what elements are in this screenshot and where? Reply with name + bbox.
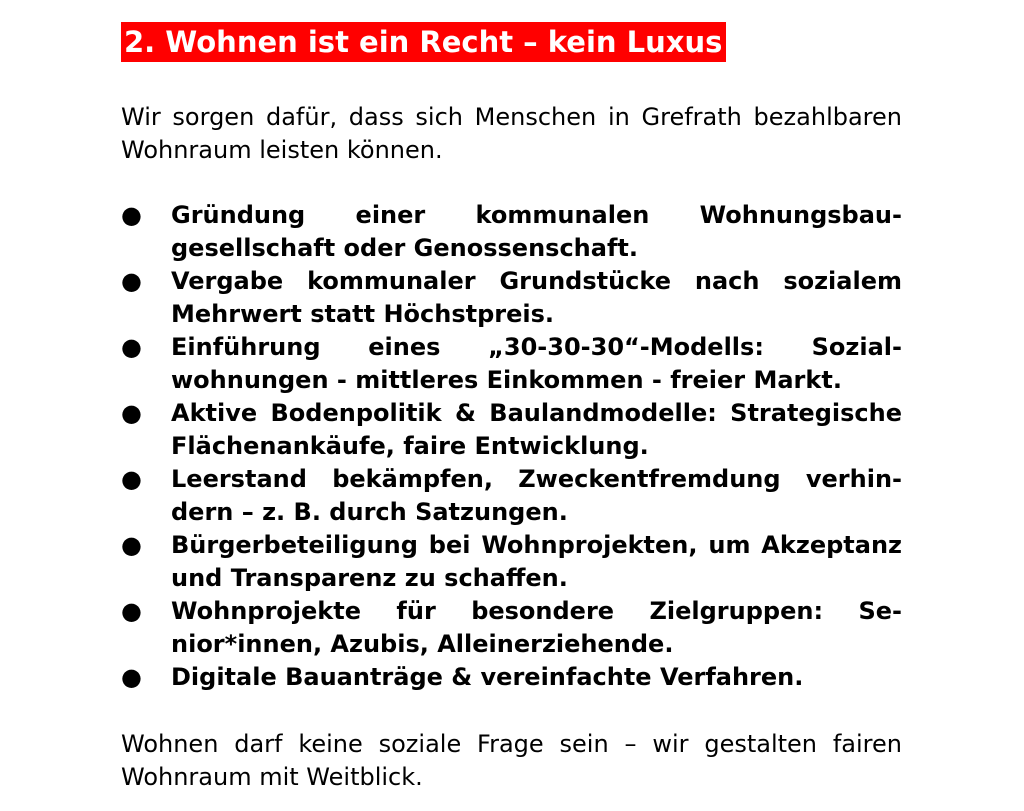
list-item-text: Digitale Bauanträge & vereinfachte Verfahren. [171,663,804,691]
list-item [121,331,902,397]
list-item [121,463,902,529]
list-item-text: Gründung einer kommunalen Wohnungsbaugesellschaft oder Genossenschaft. [171,201,902,262]
intro-paragraph: Wir sorgen dafür, dass sich Menschen in Grefrath bezahlbaren Wohnraum leisten können. [121,103,902,164]
list-item [121,595,902,661]
list-item-text: Wohnprojekte für besondere Zielgruppen: Senior*innen, Azubis, Alleinerziehende. [171,597,902,658]
list-item-text: Bürgerbeteiligung bei Wohnprojekten, um Akzeptanz und Transparenz zu schaffen. [171,531,902,592]
list-item-text: Vergabe kommunaler Grundstücke nach sozialem Mehrwert statt Höchstpreis. [171,267,902,328]
bullet-icon: ● [121,399,142,427]
bullet-icon: ● [121,333,142,361]
list-item [121,661,902,694]
list-item [121,529,902,595]
list-item-text: Leerstand bekämpfen, Zweckentfremdung verhindern – z. B. durch Satzungen. [171,465,902,526]
list-item [121,265,902,331]
section-heading: 2. Wohnen ist ein Recht – kein Luxus [121,22,726,62]
bullet-icon: ● [121,465,142,493]
bullet-list [121,199,902,694]
list-item [121,199,902,265]
document-page [121,22,902,794]
bullet-icon: ● [121,267,142,295]
closing-paragraph: Wohnen darf keine soziale Frage sein – wir gestalten fairen Wohnraum mit Weitblick. [121,730,902,791]
list-item [121,397,902,463]
list-item-text: Aktive Bodenpolitik & Baulandmodelle: Strategische Flächenankäufe, faire Entwicklung. [171,399,902,460]
bullet-icon: ● [121,531,142,559]
bullet-icon: ● [121,597,142,625]
bullet-icon: ● [121,201,142,229]
bullet-icon: ● [121,663,142,691]
list-item-text: Einführung eines „30-30-30“-Modells: Sozialwohnungen - mittleres Einkommen - freier Markt. [171,333,902,394]
